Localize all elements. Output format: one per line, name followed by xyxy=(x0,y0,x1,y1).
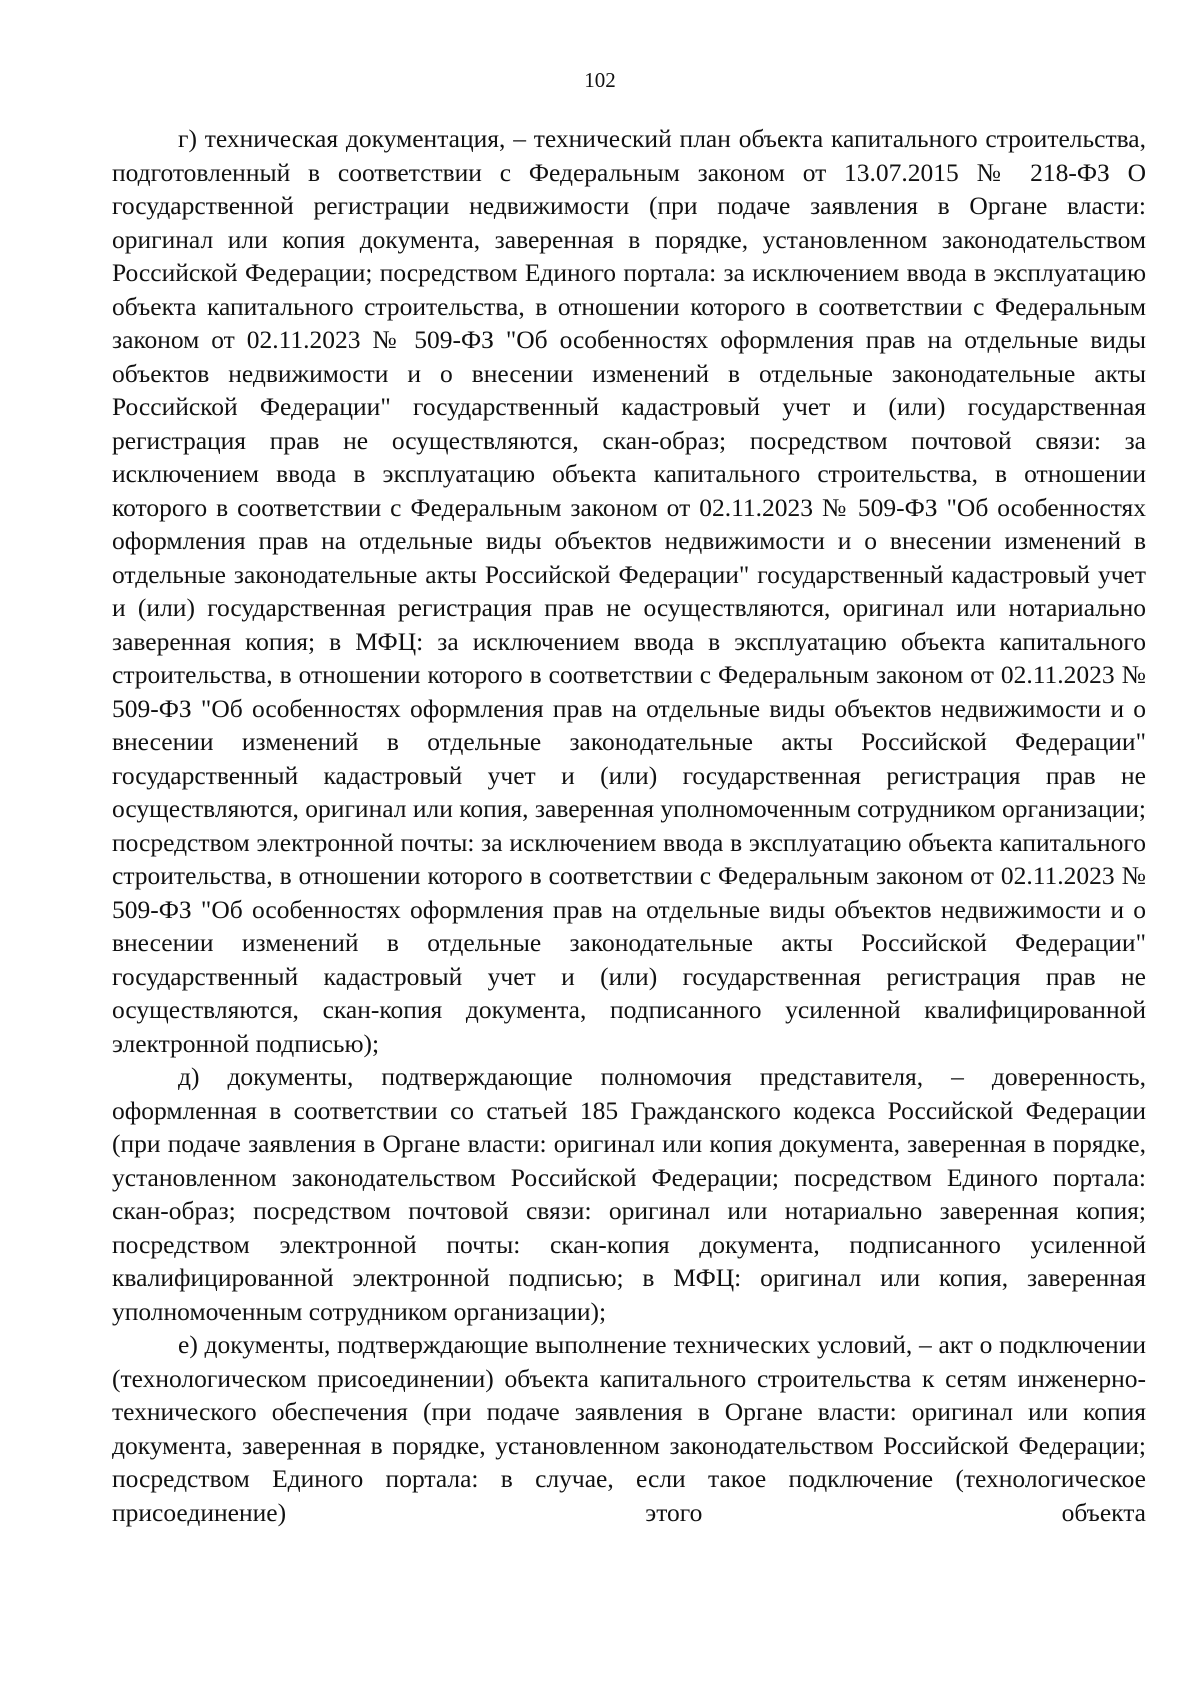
paragraph-e-technical-conditions: е) документы, подтверждающие выполнение технических условий, – акт о подключении (технологическом присоединении) объекта капитального строительства к сетям инженерно-технического обеспечения (при подаче заявления в Органе власти: оригинал или копия документа, заверенная в порядке, установленном законодательством Российской Федерации; посредством Единого портала: в случае, если такое подключение (технологическое присоединение) этого объекта xyxy=(112,1330,1146,1527)
page-number: 102 xyxy=(584,68,616,92)
paragraph-g-technical-documentation: г) техническая документация, – технический план объекта капитального строительства, подготовленный в соответствии с Федеральным законом от 13.07.2015 № 218-ФЗ О государственной регистрации недвижимости (при подаче заявления в Органе власти: оригинал или копия документа, заверенная в порядке, установленном законодательством Российской Федерации; посредством Единого портала: за исключением ввода в эксплуатацию объекта капитального строительства, в отношении которого в соответствии с Федеральным законом от 02.11.2023 № 509-ФЗ "Об особенностях оформления прав на отдельные виды объектов недвижимости и о внесении изменений в отдельные законодательные акты Российской Федерации" государственный кадастровый учет и (или) государственная регистрация прав не осуществляются, скан-образ; посредством почтовой связи: за исключением ввода в эксплуатацию объекта капитального строительства, в отношении которого в соответствии с Федеральным законом от 02.11.2023 № 509-ФЗ "Об особенностях оформления прав на отдельные виды объектов недвижимости и о внесении изменений в отдельные законодательные акты Российской Федерации" государственный кадастровый учет и (или) государственная регистрация прав не осуществляются, оригинал или нотариально заверенная копия; в МФЦ: за исключением ввода в эксплуатацию объекта капитального строительства, в отношении которого в соответствии с Федеральным законом от 02.11.2023 № 509-ФЗ "Об особенностях оформления прав на отдельные виды объектов недвижимости и о внесении изменений в отдельные законодательные акты Российской Федерации" государственный кадастровый учет и (или) государственная регистрация прав не осуществляются, оригинал или копия, заверенная уполномоченным сотрудником организации; посредством электронной почты: за исключением ввода в эксплуатацию объекта капитального строительства, в отношении которого в соответствии с Федеральным законом от 02.11.2023 № 509-ФЗ "Об особенностях оформления прав на отдельные виды объектов недвижимости и о внесении изменений в отдельные законодательные акты Российской Федерации" государственный кадастровый учет и (или) государственная регистрация прав не осуществляются, скан-копия документа, подписанного усиленной квалифицированной электронной подписью); xyxy=(112,124,1146,1058)
paragraph-d-representative-authority: д) документы, подтверждающие полномочия представителя, – доверенность, оформленная в соответствии со статьей 185 Гражданского кодекса Российской Федерации (при подаче заявления в Органе власти: оригинал или копия документа, заверенная в порядке, установленном законодательством Российской Федерации; посредством Единого портала: скан-образ; посредством почтовой связи: оригинал или нотариально заверенная копия; посредством электронной почты: скан-копия документа, подписанного усиленной квалифицированной электронной подписью; в МФЦ: оригинал или копия, заверенная уполномоченным сотрудником организации); xyxy=(112,1062,1146,1326)
document-body xyxy=(112,122,1146,1529)
